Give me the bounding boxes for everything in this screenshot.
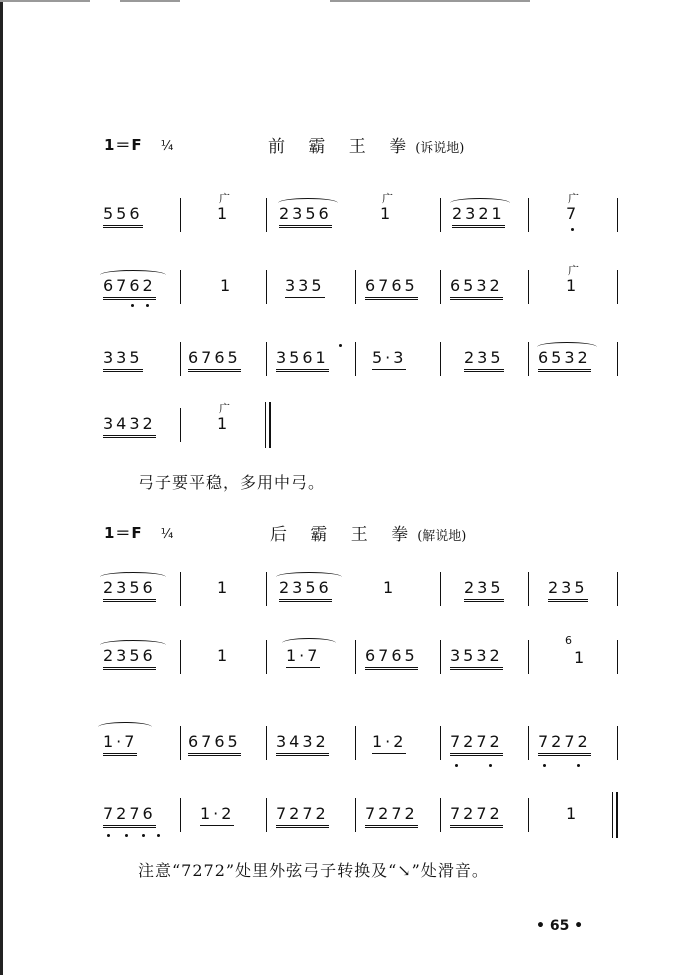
piece2-meter: ¼	[160, 527, 175, 542]
lower-octave-dot	[146, 304, 149, 307]
bow-mark: 广	[219, 402, 230, 415]
note-group: 7272	[538, 732, 591, 756]
note-group: 6762	[103, 276, 156, 300]
staff-row	[0, 798, 690, 858]
note-group: 235	[464, 578, 504, 602]
bow-mark: 广	[568, 192, 579, 205]
lower-octave-dot	[125, 834, 128, 837]
note-group: 7	[566, 204, 580, 223]
piece2-title	[104, 522, 174, 543]
piece1-title	[104, 134, 174, 155]
barline	[528, 640, 529, 674]
piece2-note: (解说地)	[417, 529, 467, 544]
barline	[617, 726, 618, 760]
note-group: 6765	[365, 646, 418, 670]
note-group: 7272	[450, 804, 503, 828]
note-group: 1	[217, 204, 231, 223]
note-group: 3532	[450, 646, 503, 670]
barline	[180, 270, 181, 304]
barline	[440, 640, 441, 674]
barline	[528, 572, 529, 606]
note-group: 7272	[365, 804, 418, 828]
barline	[528, 342, 529, 376]
piece2-name	[270, 520, 466, 545]
barline	[355, 798, 356, 832]
scan-artifact	[0, 0, 90, 2]
note-group: 6532	[450, 276, 503, 300]
staff-row	[0, 192, 690, 258]
grace-note: 6	[565, 634, 572, 647]
barline	[180, 572, 181, 606]
barline	[180, 640, 181, 674]
bow-mark: 广	[382, 192, 393, 205]
lower-octave-dot	[571, 228, 574, 231]
note-group: 335	[103, 348, 143, 372]
barline	[266, 798, 267, 832]
lower-octave-dot	[577, 764, 580, 767]
piece1-meter: ¼	[160, 139, 175, 154]
staff-row	[0, 342, 690, 402]
note-group: 1	[217, 414, 231, 433]
note-group: 3432	[103, 414, 156, 438]
note-group: 1·7	[286, 646, 320, 668]
barline	[440, 198, 441, 232]
final-barline	[612, 792, 618, 838]
note-group: 2356	[279, 204, 332, 228]
piece1-name	[268, 132, 464, 157]
barline	[617, 640, 618, 674]
barline	[528, 270, 529, 304]
barline	[528, 198, 529, 232]
lower-octave-dot	[455, 764, 458, 767]
note-group: 6532	[538, 348, 591, 372]
note-group: 235	[548, 578, 588, 602]
bow-mark: 广	[219, 192, 230, 205]
note-group: 1·2	[200, 804, 234, 826]
barline	[440, 572, 441, 606]
piece1-name-text: 前 霸 王 拳	[268, 137, 416, 157]
piece1-note: (诉说地)	[415, 141, 465, 156]
barline	[266, 342, 267, 376]
note-group: 2321	[452, 204, 505, 228]
barline	[617, 572, 618, 606]
note-group: 7272	[276, 804, 329, 828]
note-group: 235	[464, 348, 504, 372]
piece1-key: 1＝F	[104, 136, 143, 154]
barline	[528, 798, 529, 832]
barline	[617, 342, 618, 376]
barline	[355, 342, 356, 376]
upper-octave-dot	[339, 344, 342, 347]
remark1: 弓子要平稳，多用中弓。	[138, 473, 326, 492]
staff-row	[0, 402, 690, 468]
barline	[266, 198, 267, 232]
final-barline	[265, 402, 271, 448]
note-group: 7272	[450, 732, 503, 756]
note-group: 1	[217, 578, 231, 597]
note-group: 1	[566, 804, 580, 823]
barline	[180, 798, 181, 832]
lower-octave-dot	[157, 834, 160, 837]
note-group: 6765	[188, 348, 241, 372]
barline	[440, 798, 441, 832]
staff-row	[0, 572, 690, 632]
note-group: 2356	[103, 646, 156, 670]
barline	[617, 198, 618, 232]
barline	[440, 726, 441, 760]
bow-mark: 广	[568, 264, 579, 277]
note-group: 7276	[103, 804, 156, 828]
note-group: 1	[217, 646, 231, 665]
note-group: 6765	[188, 732, 241, 756]
barline	[266, 270, 267, 304]
barline	[355, 270, 356, 304]
note-group: 5·3	[372, 348, 406, 370]
note-group: 335	[285, 276, 325, 298]
barline	[180, 198, 181, 232]
note-group: 6765	[365, 276, 418, 300]
barline	[355, 726, 356, 760]
scan-artifact	[120, 0, 180, 2]
note-group: 1·7	[103, 732, 137, 756]
note-group: 2356	[103, 578, 156, 602]
staff-row	[0, 264, 690, 330]
note-group: 3432	[276, 732, 329, 756]
barline	[528, 726, 529, 760]
page-number: • 65 •	[536, 918, 584, 934]
piece2-name-text: 后 霸 王 拳	[270, 525, 418, 545]
barline	[440, 342, 441, 376]
staff-row	[0, 726, 690, 786]
barline	[266, 640, 267, 674]
barline	[440, 270, 441, 304]
lower-octave-dot	[142, 834, 145, 837]
barline	[180, 342, 181, 376]
slur	[98, 722, 152, 732]
lower-octave-dot	[489, 764, 492, 767]
piece2-key: 1＝F	[104, 524, 143, 542]
staff-row	[0, 634, 690, 700]
barline	[266, 572, 267, 606]
scan-artifact	[330, 0, 530, 2]
lower-octave-dot	[543, 764, 546, 767]
lower-octave-dot	[107, 834, 110, 837]
note-group: 1	[383, 578, 397, 597]
note-group: 2356	[279, 578, 332, 602]
remark2: 注意“7272”处里外弦弓子转换及“↘”处滑音。	[138, 861, 489, 880]
note-group: 3561	[276, 348, 329, 372]
note-group: 556	[103, 204, 143, 228]
barline	[180, 726, 181, 760]
note-group: 1	[380, 204, 394, 223]
note-group: 1	[220, 276, 234, 295]
barline	[617, 270, 618, 304]
barline	[355, 640, 356, 674]
barline	[180, 408, 181, 442]
barline	[266, 726, 267, 760]
note-group: 1·2	[372, 732, 406, 754]
note-group: 1	[574, 648, 588, 667]
note-group: 1	[566, 276, 580, 295]
lower-octave-dot	[131, 304, 134, 307]
